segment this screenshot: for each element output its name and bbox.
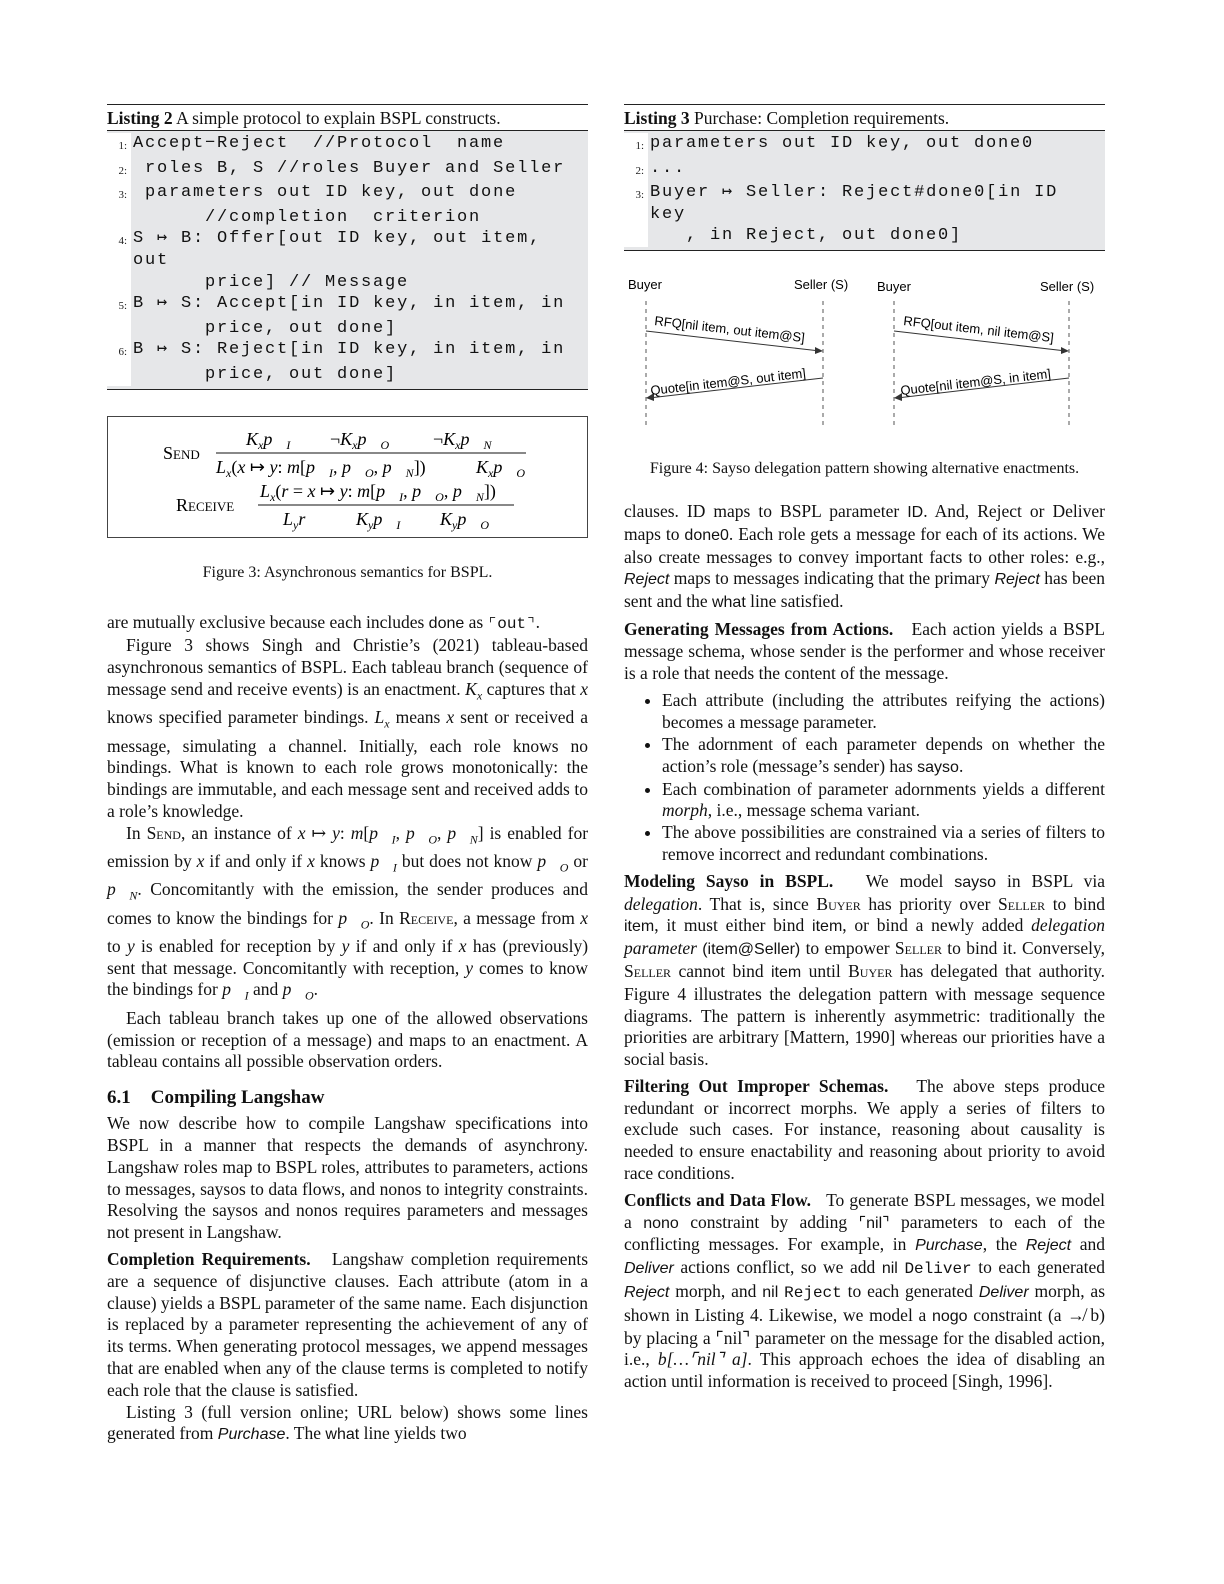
listing-2-line (107, 133, 588, 158)
listing-3-line (624, 133, 1105, 158)
listing-2-line (107, 158, 588, 183)
figure-3-rules (108, 417, 587, 535)
receive-label: Receive (176, 494, 235, 515)
right-buyer-label: Buyer (877, 278, 911, 294)
figure-4-caption: Figure 4: Sayso delegation pattern showing alternative enactments. (649, 459, 1080, 477)
listing-2-line (107, 318, 588, 340)
paragraph-left-7: Listing 3 (full version online; URL below) shows some lines generated from Purchase. The what line yields two (107, 1401, 588, 1444)
svg-text:Kxp⃗I: $K_xp⃗_I$ (246, 428, 291, 452)
listing-2-line-text: //completion criterion (133, 207, 482, 227)
listing-3-line-number (624, 225, 648, 247)
listing-3-line (624, 225, 1105, 247)
paragraph-generating-messages: Generating Messages from Actions. Each action yields a BSPL message schema, whose sender is the performer and whose receiver is a role that needs the content of the message. (624, 618, 1106, 683)
bullet-item-2: • The adornment of each parameter depends on whether the action’s role (message’s sender) has sayso. (662, 734, 1105, 779)
listing-2-line (107, 272, 588, 294)
listing-2-line-number: 3: (107, 182, 131, 207)
listing-2-line (107, 364, 588, 386)
paragraph-left-5: We now describe how to compile Langshaw specifications into BSPL in a manner that respects the demands of asynchrony. Langshaw roles map to BSPL roles, attributes to parameters, actions to messages, saysos to data flows, and nonos to integrity constraints. Resolving the saysos and nonos requires parameters and messages not present in Langshaw. (107, 1113, 588, 1243)
left-buyer-label: Buyer (628, 276, 662, 292)
left-seller-label: Seller (S) (794, 276, 849, 292)
paragraph-left-2: Figure 3 shows Singh and Christie’s (2021) tableau-based asynchronous semantics of BSPL. Each tableau branch (sequence of message send and receive events) is an enactment. $K_x$ captures that x knows specified parameter bindings. $L_x$ means x sent or received a message, simulating a channel. Initially, each role knows no bindings. What is known to each role grows monotonically: the bindings are immutable, and each message sent and received adds to a role’s knowledge. (107, 635, 588, 821)
receive-conclusions (282, 509, 489, 532)
svg-text:Lx(r = x ↦ y: m[p⃗I, p⃗O, p⃗N]: $L_x(r = x$ ↦ y: $m[p⃗_I$, $p⃗_O$, $p⃗_N$]) (260, 480, 496, 504)
paragraph-left-1: are mutually exclusive because each includes done as ⌜out⌝. (107, 611, 541, 633)
listing-2-line-text: Accept−Reject //Protocol name (133, 134, 506, 153)
bullet-item-3: • Each combination of parameter adornments yields a different morph, i.e., message schema variant. (662, 779, 1105, 823)
listing-3-code (624, 131, 1105, 251)
listing-2-line-text: B ↦ S: Reject[in ID key, in item, in (133, 340, 566, 360)
listing-2-line-number (107, 318, 131, 340)
left-rfq-arrowhead (815, 347, 823, 354)
bullet-item-1: • Each attribute (including the attributes reifying the actions) becomes a message parameter. (662, 690, 1105, 734)
svg-text:Kyp⃗I: $K_yp⃗_I$ (356, 508, 401, 532)
paragraph-left-4: Each tableau branch takes up one of the allowed observations (emission or reception of a message) and maps to an enactment. A tableau contains all possible observation orders. (107, 1007, 588, 1072)
listing-2-line-number (107, 364, 131, 386)
listing-3-line-number: 1: (624, 133, 648, 158)
listing-3 (624, 104, 1105, 251)
bullet-list (624, 690, 1105, 865)
svg-text:Kxp⃗O: $K_xp⃗_O$ (476, 456, 526, 480)
listing-3-line-text: Buyer ↦ Seller: Reject#done0[in ID key (650, 183, 1071, 224)
figure-4-diagram (624, 275, 1105, 477)
right-quote-label: Quote[nil item@S, in item] (899, 365, 1052, 398)
listing-2-line-number: 4: (107, 228, 131, 271)
listing-2-line (107, 182, 588, 207)
listing-2-line-text: B ↦ S: Accept[in ID key, in item, in (133, 294, 566, 314)
paragraph-filtering: Filtering Out Improper Schemas. The above steps produce redundant or incorrect morphs. We apply a series of filters to exclude such cases. For instance, reasoning about causality is needed to ensure enactability and reasoning about priority to avoid race conditions. (624, 1075, 1105, 1184)
listing-2-label: Listing 2 (107, 108, 173, 128)
svg-text:¬Kxp⃗N: $\neg K_xp⃗_N$ (433, 428, 492, 452)
listing-3-caption-text: Purchase: Completion requirements. (694, 108, 950, 128)
listing-2-line-text: price, out done] (133, 318, 398, 338)
listing-2-line (107, 228, 588, 271)
listing-3-line-text: ... (650, 158, 687, 178)
listing-2-line (107, 293, 588, 318)
listing-2-code (107, 131, 588, 390)
sequence-diagrams (624, 275, 1105, 435)
bullet-item-4: • The above possibilities are constrained via a series of filters to remove incorrect and redundant combinations. (662, 822, 1105, 866)
right-rfq-label: RFQ[out item, nil item@S] (902, 313, 1055, 346)
paragraph-modeling-sayso: Modeling Sayso in BSPL. We model sayso in BSPL via delegation. That is, since Buyer has priority over Seller to bind item, it must either bind item, or bind a newly added delegation parameter (item@Seller) to empower Seller to bind it. Conversely, Seller cannot bind item until Buyer has delegated that authority. Figure 4 illustrates the delegation pattern with message sequence diagrams. The pattern is inherently asymmetric: traditionally the priorities are arbitrary [Mattern, 1990] whereas our priorities have a social basis. (624, 870, 1106, 1070)
svg-text:¬Kxp⃗O: $\neg K_xp⃗_O$ (330, 428, 390, 452)
listing-2-line-number: 2: (107, 158, 131, 183)
listing-2-caption-text: A simple protocol to explain BSPL constructs. (176, 108, 501, 128)
svg-text:Lyr: $L_yr$ (283, 508, 306, 532)
listing-3-line (624, 158, 1105, 183)
svg-text:Lx(x ↦ y: m[p⃗I, p⃗O, p⃗N]): $L_x(x$ ↦ y: $m[p⃗_I$, $p⃗_O$, $p⃗_N$]) (216, 456, 426, 480)
listing-2-line (107, 339, 588, 364)
left-column (107, 104, 588, 1446)
listing-2-line-number (107, 207, 131, 229)
figure-3-caption: Figure 3: Asynchronous semantics for BSPL. (202, 563, 493, 581)
listing-2-line-text: parameters out ID key, out done (133, 183, 518, 203)
section-heading-6-1: 6.1 Compiling Langshaw (107, 1087, 325, 1109)
left-rfq-label: RFQ[nil item, out item@S] (653, 313, 806, 346)
send-conclusions (215, 457, 525, 480)
send-premises (245, 429, 493, 452)
right-seller-label: Seller (S) (1040, 278, 1095, 294)
listing-2-line-text: S ↦ B: Offer[out ID key, out item, out (133, 229, 554, 270)
paragraph-left-3: In Send, an instance of x ↦ y: $m[p⃗_I$, $p⃗_O$, $p⃗_N$] is enabled for emission by x if and only if x knows $p⃗_I$ but does not know $p⃗_O$ or $p⃗_N$. Concomitantly with the emission, the sender produces and comes to know the bindings for $p⃗_O$. In Receive, a message from x to y is enabled for reception by y if and only if x has (previously) sent that message. Concomitantly with reception, y comes to know the bindings for $p⃗_I$ and $p⃗_O$. (107, 822, 589, 1003)
paragraph-right-1: clauses. ID maps to BSPL parameter ID. And, Reject or Deliver maps to done0. Each role gets a message for each of its actions. We also create messages to convey important facts to other roles: e.g., Reject maps to messages indicating that the primary Reject has been sent and the what line satisfied. (624, 500, 1106, 612)
listing-3-label: Listing 3 (624, 108, 690, 128)
left-quote-label: Quote[in item@S, out item] (649, 365, 807, 398)
figure-3-box (107, 416, 588, 538)
listing-3-line-number: 2: (624, 158, 648, 183)
paragraph-completion-requirements: Completion Requirements. Langshaw completion requirements are a sequence of disjunctive clauses. Each attribute (atom in a clause) yields a BSPL parameter of the same name. Each disjunction is replaced by a parameter representing the achievement of any of its terms. When generating protocol messages, we append messages that are enabled when any of the clause terms is completed to notify each role that the clause is satisfied. (107, 1248, 588, 1400)
listing-2 (107, 104, 588, 390)
listing-3-line-number: 3: (624, 182, 648, 225)
listing-2-line-number: 1: (107, 133, 131, 158)
paragraph-conflicts: Conflicts and Data Flow. To generate BSPL messages, we model a nono constraint by adding ⌜nil⌝ parameters to each of the conflicting messages. For example, in Purchase, the Reject and Deliver actions conflict, so we add nil Deliver to each generated Reject morph, and nil Reject to each generated Deliver morph, as shown in Listing 4. Likewise, we model a nogo constraint (a ↛ b) by placing a ⌜nil⌝ parameter on the message for the disabled action, i.e., b[…⌜nil⌝ a]. This approach echoes the idea of disabling an action until information is received to proceed [Singh, 1996]. (624, 1189, 1106, 1392)
listing-2-line-number (107, 272, 131, 294)
listing-3-line-text: parameters out ID key, out done0 (650, 134, 1035, 153)
listing-2-caption (107, 104, 588, 131)
svg-text:Kyp⃗O: $K_yp⃗_O$ (440, 508, 490, 532)
send-label: Send (163, 442, 200, 463)
listing-3-caption (624, 104, 1105, 131)
listing-3-line (624, 182, 1105, 225)
listing-2-line-text: price, out done] (133, 364, 398, 384)
right-rfq-arrowhead (1061, 347, 1069, 354)
right-column (624, 104, 1105, 1393)
listing-2-line-number: 6: (107, 339, 131, 364)
listing-2-line-number: 5: (107, 293, 131, 318)
listing-3-line-text: , in Reject, out done0] (650, 226, 963, 246)
receive-premise (259, 481, 496, 504)
listing-2-line-text: price] // Message (133, 272, 410, 292)
listing-2-line (107, 207, 588, 229)
listing-2-line-text: roles B, S //roles Buyer and Seller (133, 158, 566, 178)
